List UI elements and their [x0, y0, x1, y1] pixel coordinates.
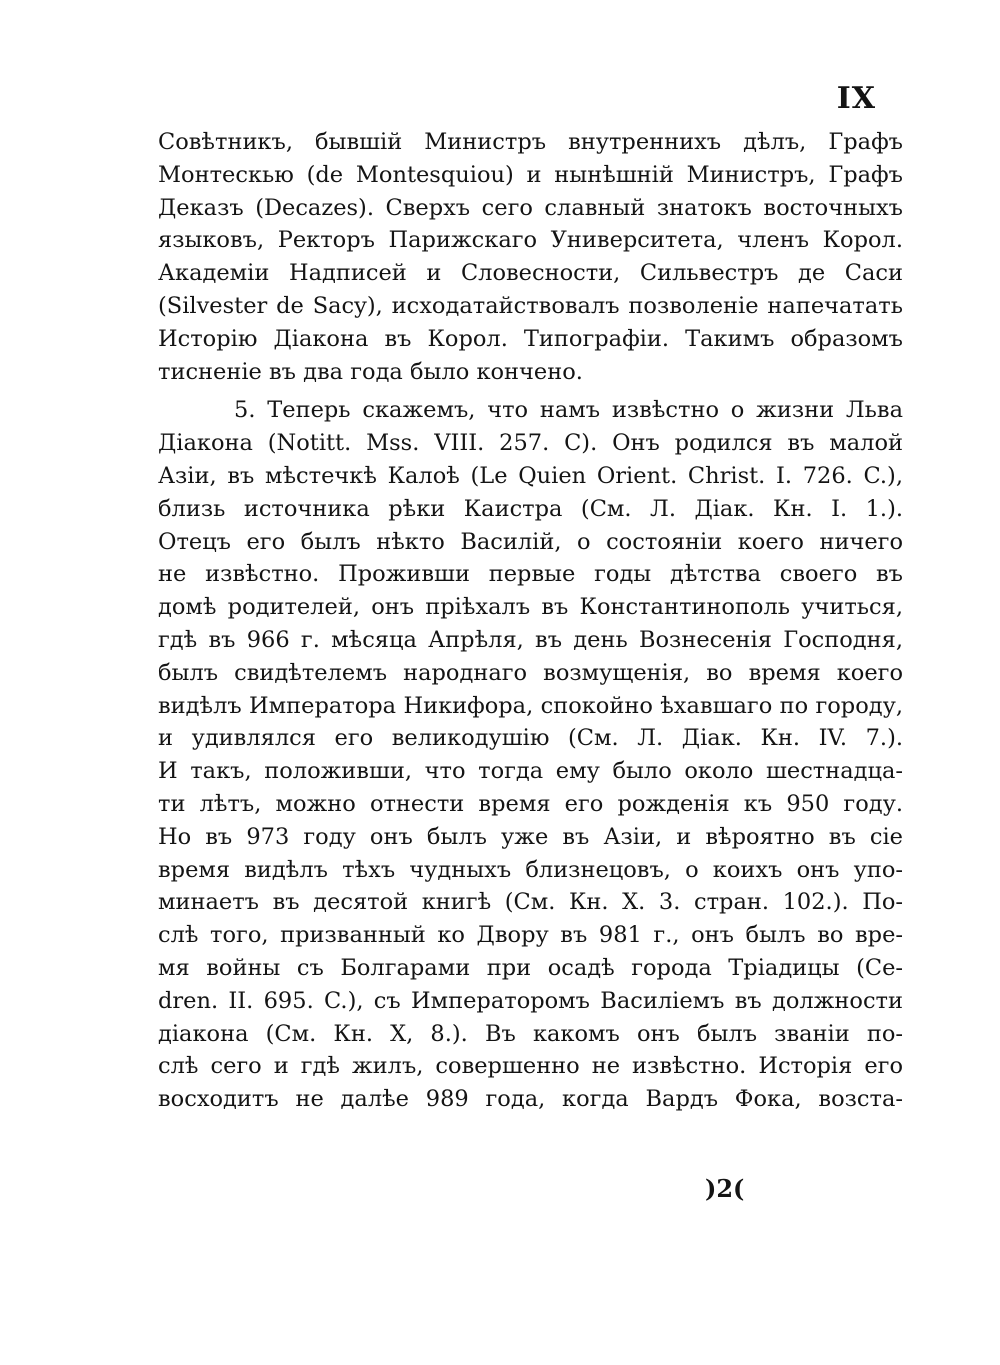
text-line: слѣ того, призванный ко Двору въ 981 г., онъ былъ во вре-: [158, 922, 903, 949]
text-line: и удивлялся его великодушію (См. Л. Діак. Кн. IV. 7.).: [158, 725, 903, 752]
text-line: близь источника рѣки Каистра (См. Л. Діак. Кн. I. 1.).: [158, 495, 903, 522]
text-line: Азіи, въ мѣстечкѣ Калоѣ (Le Quien Orient. Christ. I. 726. C.),: [158, 462, 903, 489]
text-line: восходитъ не далѣе 989 года, когда Вардъ Фока, возста-: [158, 1086, 903, 1113]
text-line: гдѣ въ 966 г. мѣсяца Апрѣля, въ день Вознесенія Господня,: [158, 626, 903, 653]
text-line: Отецъ его былъ нѣкто Василій, о состояніи коего ничего: [158, 528, 903, 555]
text-line: Деказъ (Decazes). Сверхъ сего славный знатокъ восточныхъ: [158, 194, 903, 221]
text-line: Діакона (Notitt. Mss. VIII. 257. C). Онъ родился въ малой: [158, 430, 903, 457]
text-line: тисненіе въ два года было кончено.: [158, 358, 583, 385]
text-line: былъ свидѣтелемъ народнаго возмущенія, во время коего: [158, 659, 903, 686]
text-line: языковъ, Ректоръ Парижскаго Университета, членъ Корол.: [158, 227, 903, 254]
page-number: IX: [836, 81, 876, 116]
text-line: Монтескью (de Montesquiou) и нынѣшній Министръ, Графъ: [158, 161, 903, 188]
text-line: ти лѣтъ, можно отнести время его рожденія къ 950 году.: [158, 790, 903, 817]
text-line: И такъ, положивши, что тогда ему было около шестнадца-: [158, 758, 903, 785]
text-line: Совѣтникъ, бывшій Министръ внутреннихъ дѣлъ, Графъ: [158, 129, 903, 155]
text-line: dren. II. 695. C.), съ Императоромъ Василіемъ въ должности: [158, 987, 903, 1014]
text-line: (Silvester de Sacy), исходатайствовалъ позволеніе напечатать: [158, 292, 903, 319]
text-line: слѣ сего и гдѣ жилъ, совершенно не извѣстно. Исторія его: [158, 1053, 903, 1080]
text-line: Но въ 973 году онъ былъ уже въ Азіи, и вѣроятно въ сіе: [158, 823, 903, 850]
text-line: не извѣстно. Проживши первые годы дѣтства своего въ: [158, 561, 903, 588]
text-line: домѣ родителей, онъ пріѣхалъ въ Константинополь учиться,: [158, 594, 903, 621]
body-text: [158, 126, 903, 1116]
text-line: мя войны съ Болгарами при осадѣ города Тріадицы (Ce-: [158, 954, 903, 981]
paragraph-start-line: 5. Теперь скажемъ, что намъ извѣстно о жизни Льва: [234, 397, 903, 424]
text-line: время видѣлъ тѣхъ чудныхъ близнецовъ, о коихъ онъ упо-: [158, 856, 903, 883]
text-line: минаетъ въ десятой книгѣ (См. Кн. X. 3. стран. 102.). По-: [158, 889, 903, 916]
text-line: видѣлъ Императора Никифора, спокойно ѣхавшаго по городу,: [158, 692, 903, 719]
text-line: діакона (См. Кн. X, 8.). Въ какомъ онъ былъ званіи по-: [158, 1020, 903, 1047]
signature-mark: )2(: [705, 1174, 745, 1203]
text-line: Академіи Надписей и Словесности, Сильвестръ де Саси: [158, 260, 903, 287]
text-line: Исторію Діакона въ Корол. Типографіи. Такимъ образомъ: [158, 325, 903, 352]
